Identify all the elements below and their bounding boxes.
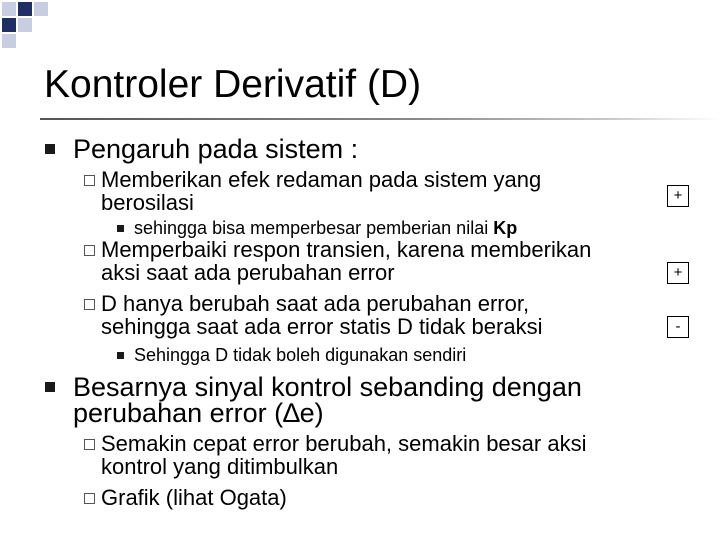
bullet-d-hanya-line1: D hanya berubah saat ada perubahan error,: [101, 291, 530, 316]
bullet-hollow-square-icon: [84, 245, 95, 256]
bullet-hollow-square-icon: [84, 439, 95, 450]
bullet-square-icon: [45, 382, 55, 392]
bullet-small-square-icon: [117, 225, 124, 232]
bullet-small-square-icon: [117, 352, 124, 359]
bullet-memberikan-line1: Memberikan efek redaman pada sistem yang: [101, 167, 542, 192]
bullet-memberikan-line2: berosilasi: [101, 190, 194, 215]
bullet-memperbaiki-line2: aksi saat ada perubahan error: [101, 260, 395, 285]
bullet-hollow-square-icon: [84, 299, 95, 310]
sign-box-minus: -: [667, 316, 689, 338]
decorative-squares: [0, 0, 60, 50]
bullet-memperbaiki-line1: Memperbaiki respon transien, karena memberikan: [101, 237, 592, 262]
bullet-d-hanya-line2: sehingga saat ada error statis D tidak beraksi: [101, 314, 543, 339]
bullet-grafik: Grafik (lihat Ogata): [101, 485, 287, 510]
bullet-hollow-square-icon: [84, 175, 95, 186]
kp-bold: Kp: [493, 218, 518, 238]
bullet-semakin-line1: Semakin cepat error berubah, semakin besar aksi: [101, 431, 587, 456]
bullet-square-icon: [45, 144, 55, 154]
bullet-sehingga-kp: [134, 218, 517, 238]
bullet-sehingga-d: Sehingga D tidak boleh digunakan sendiri: [134, 345, 467, 365]
sehingga-kp-text: sehingga bisa memperbesar pemberian nilai: [134, 218, 489, 238]
slide-title: Kontroler Derivatif (D): [44, 63, 422, 106]
bullet-hollow-square-icon: [84, 493, 95, 504]
bullet-semakin-line2: kontrol yang ditimbulkan: [101, 454, 339, 479]
sign-box-plus: +: [667, 262, 689, 284]
sign-box-plus: +: [667, 185, 689, 207]
title-divider: [40, 118, 720, 120]
bullet-besarnya-line1: Besarnya sinyal kontrol sebanding dengan: [73, 372, 582, 402]
bullet-besarnya-line2: perubahan error (∆e): [73, 398, 324, 428]
bullet-pengaruh: Pengaruh pada sistem :: [73, 134, 359, 164]
